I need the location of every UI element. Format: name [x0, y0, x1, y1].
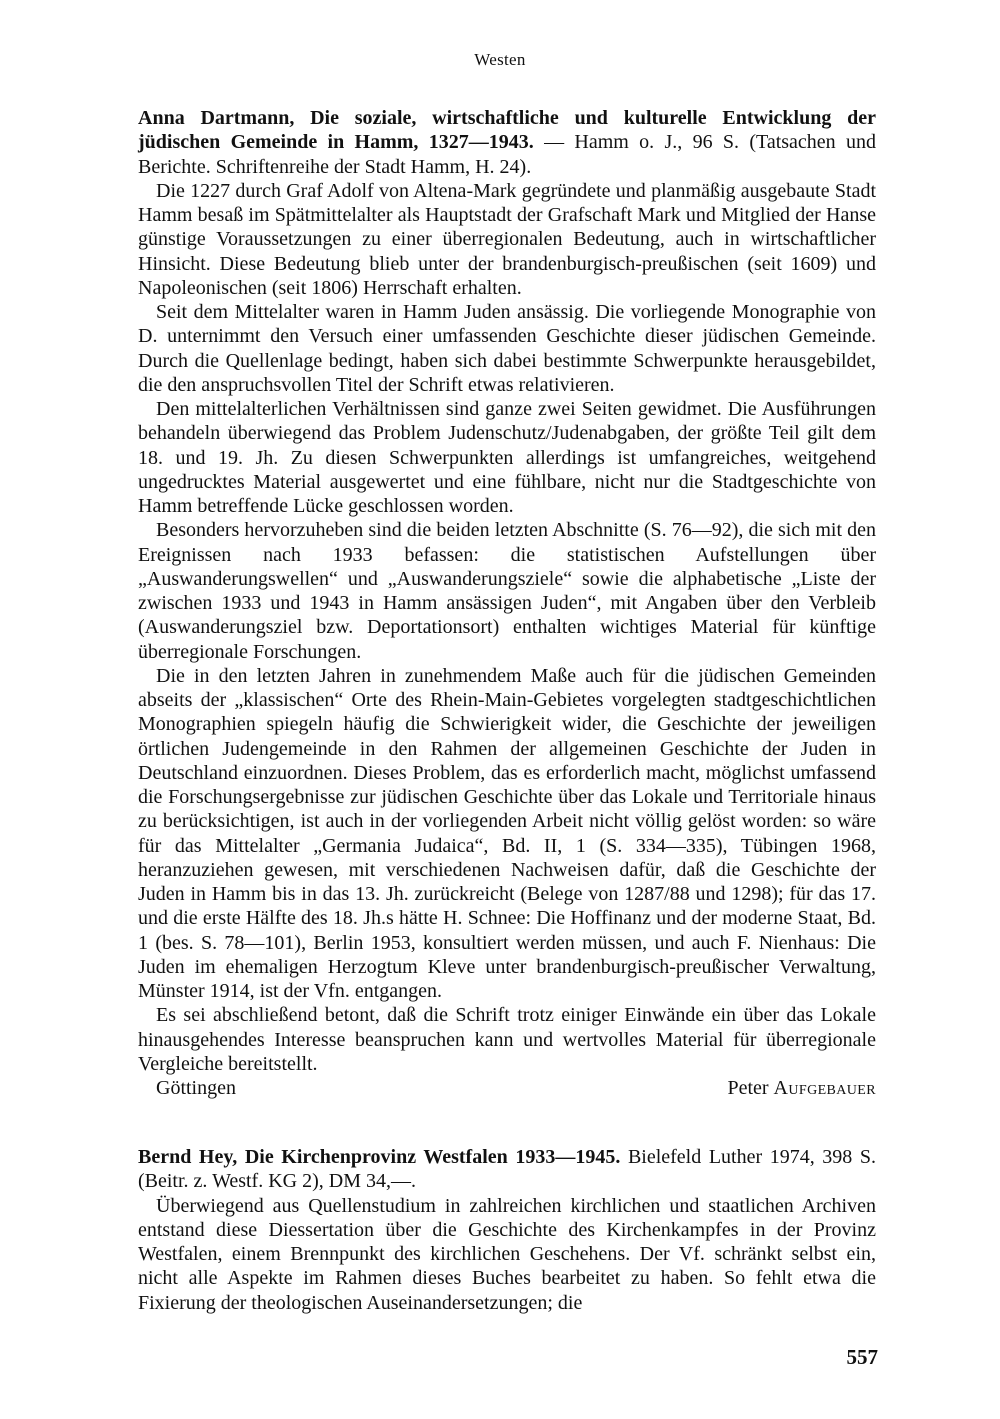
reviewer-name: Peter Aufgebauer [727, 1077, 876, 1099]
review-title: Anna Dartmann, Die soziale, wirtschaftliche und kulturelle Entwicklung der jüdischen Gemeinde in Hamm, 1327—1943. [138, 107, 876, 154]
review-paragraph: Seit dem Mittelalter waren in Hamm Juden ansässig. Die vorliegende Monographie von D. unternimmt den Versuch einer umfassenden Geschichte dieser jüdischen Gemeinde. Durch die Quellenlage bedingt, haben sich dabei bestimmte Schwerpunkte herausgebildet, die den anspruchsvollen Titel der Schrift etwas relativieren. [138, 301, 876, 396]
review-publication-info: — Hamm o. J., 96 S. (Tatsachen und Berichte. Schriftenreihe der Stadt Hamm, H. 24). [138, 131, 877, 178]
review-publication-info: Bielefeld Luther 1974, 398 S. (Beitr. z. Westf. KG 2), DM 34,—. [138, 1146, 877, 1193]
page-number: 557 [846, 1345, 878, 1369]
review-paragraph: Es sei abschließend betont, daß die Schrift trotz einiger Einwände ein über das Lokale hinausgehendes Interesse beanspruchen kann und wertvolles Material für überregionale Vergleiche bereitstellt. [138, 1004, 876, 1075]
review-signature [138, 1076, 876, 1100]
review-paragraph: Besonders hervorzuheben sind die beiden letzten Abschnitte (S. 76—92), die sich mit den Ereignissen nach 1933 befassen: die statistischen Aufstellungen über „Auswanderungswellen“ und „Auswanderungsziele“ sowie die alphabetische „Liste der zwischen 1933 und 1943 in Hamm ansässigen Juden“, mit Angaben über den Verbleib (Auswanderungsziel bzw. Deportationsort) enthalten wichtiges Material für künftige überregionale Forschungen. [138, 519, 876, 663]
review-citation [138, 106, 876, 179]
review-paragraph: Die in den letzten Jahren in zunehmendem Maße auch für die jüdischen Gemeinden abseits der „klassischen“ Orte des Rhein-Main-Gebietes vorgelegten stadtgeschichtlichen Monographien spiegeln häufig die Schwierigkeit wider, die Geschichte der jeweiligen örtlichen Judengemeinde in den Rahmen der allgemeinen Geschichte der Juden in Deutschland einzuordnen. Dieses Problem, das es erforderlich macht, möglichst umfassend die Forschungsergebnisse zur jüdischen Geschichte über das Lokale und Territoriale hinaus zu berücksichtigen, ist auch in der vorliegenden Arbeit nicht völlig gelöst worden: so wäre für das Mittelalter „Germania Judaica“, Bd. II, 1 (S. 334—335), Tübingen 1968, heranzuziehen gewesen, mit verschiedenen Nachweisen dafür, daß die Geschichte der Juden in Hamm bis in das 13. Jh. zurückreicht (Belege von 1287/88 und 1298); für das 17. und die erste Hälfte des 18. Jh.s hätte H. Schnee: Die Hoffinanz und der moderne Staat, Bd. 1 (bes. S. 78—101), Berlin 1953, konsultiert werden müssen, und auch F. Nienhaus: Die Juden im ehemaligen Herzogtum Kleve unter brandenburgisch-preußischer Verwaltung, Münster 1914, ist der Vfn. entgangen. [138, 664, 876, 1002]
review-citation [138, 1145, 876, 1194]
book-review-dartmann [138, 106, 876, 1100]
review-place: Göttingen [156, 1077, 236, 1099]
review-title: Bernd Hey, Die Kirchenprovinz Westfalen 1933—1945. [138, 1146, 621, 1168]
review-paragraph: Den mittelalterlichen Verhältnissen sind ganze zwei Seiten gewidmet. Die Ausführungen behandeln überwiegend das Problem Judenschutz/Judenabgaben, der größte Teil gilt dem 18. und 19. Jh. Zu diesen Schwerpunkten allerdings ist umfangreiches, weitgehend ungedrucktes Material ausgewertet und eine fühlbare, nicht nur die Stadtgeschichte von Hamm betreffende Lücke geschlossen worden. [138, 398, 876, 517]
review-paragraph: Die 1227 durch Graf Adolf von Altena-Mark gegründete und planmäßig ausgebaute Stadt Hamm besaß im Spätmittelalter als Hauptstadt der Grafschaft Mark und Mitglied der Hanse günstige Voraussetzungen zu einer überregionalen Bedeutung, auch in wirtschaftlicher Hinsicht. Diese Bedeutung blieb unter der brandenburgisch-preußischen (seit 1609) und Napoleonischen (seit 1806) Herrschaft erhalten. [138, 179, 876, 299]
review-paragraph: Überwiegend aus Quellenstudium in zahlreichen kirchlichen und staatlichen Archiven entstand diese Diessertation über die Geschichte des Kirchenkampfes in der Provinz Westfalen, einem Brennpunkt des kirchlichen Geschehens. Der Vf. schränkt selbst ein, nicht alle Aspekte im Rahmen dieses Buches bearbeitet zu haben. So fehlt etwa die Fixierung der theologischen Auseinandersetzungen; die [138, 1194, 876, 1314]
book-review-hey [138, 1145, 876, 1315]
running-head: Westen [474, 50, 526, 69]
